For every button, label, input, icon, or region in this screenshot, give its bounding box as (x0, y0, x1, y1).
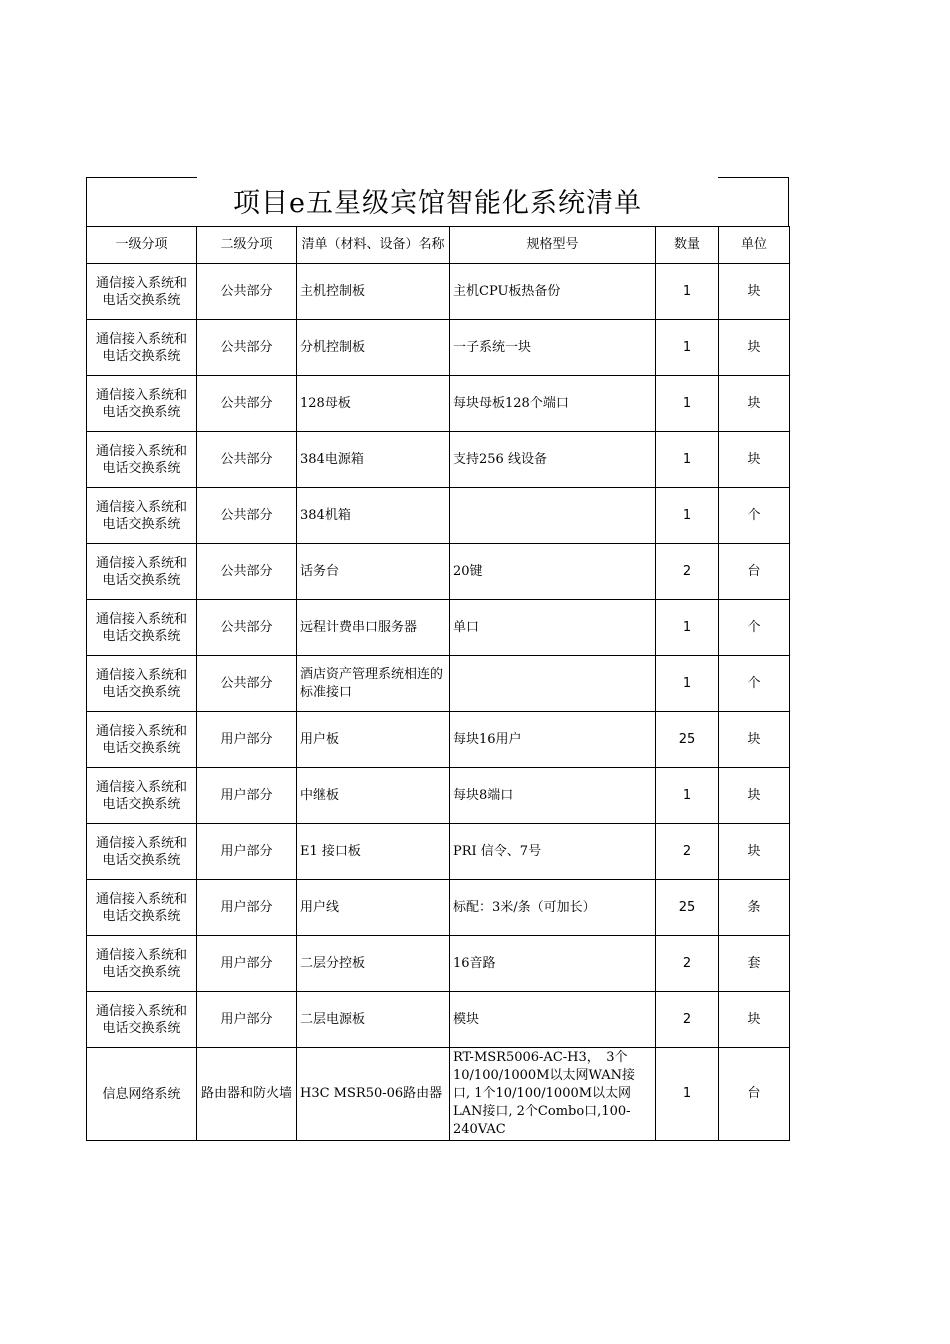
cell-level2: 公共部分 (197, 432, 297, 488)
cell-level2: 用户部分 (197, 936, 297, 992)
cell-unit: 台 (719, 1048, 790, 1141)
table-row (87, 1048, 790, 1141)
cell-name: 用户板 (297, 712, 450, 768)
cell-level2: 公共部分 (197, 488, 297, 544)
header-level2: 二级分项 (197, 227, 297, 264)
cell-level1: 通信接入系统和电话交换系统 (87, 936, 197, 992)
cell-level1: 通信接入系统和电话交换系统 (87, 432, 197, 488)
table-row (87, 880, 790, 936)
table-body (87, 227, 790, 1141)
cell-level1: 信息网络系统 (87, 1048, 197, 1141)
table-row (87, 992, 790, 1048)
cell-level1: 通信接入系统和电话交换系统 (87, 992, 197, 1048)
cell-level2: 公共部分 (197, 544, 297, 600)
cell-level1: 通信接入系统和电话交换系统 (87, 320, 197, 376)
cell-unit: 块 (719, 992, 790, 1048)
cell-spec: 每块母板128个端口 (450, 376, 656, 432)
table-row (87, 544, 790, 600)
cell-unit: 套 (719, 936, 790, 992)
cell-spec: RT-MSR5006-AC-H3， 3个10/100/1000M以太网WAN接口, 1个10/100/1000M以太网LAN接口, 2个Combo口,100-240VAC (450, 1048, 656, 1141)
cell-qty: 2 (656, 544, 719, 600)
table-row (87, 376, 790, 432)
cell-qty: 25 (656, 712, 719, 768)
cell-qty: 1 (656, 488, 719, 544)
cell-level1: 通信接入系统和电话交换系统 (87, 880, 197, 936)
cell-unit: 个 (719, 656, 790, 712)
table-row (87, 656, 790, 712)
cell-name: 酒店资产管理系统相连的标准接口 (297, 656, 450, 712)
table-row (87, 600, 790, 656)
cell-spec (450, 656, 656, 712)
table-row (87, 824, 790, 880)
cell-spec: 每块8端口 (450, 768, 656, 824)
cell-qty: 1 (656, 376, 719, 432)
cell-name: 128母板 (297, 376, 450, 432)
cell-level1: 通信接入系统和电话交换系统 (87, 600, 197, 656)
header-name: 清单（材料、设备）名称 (297, 227, 450, 264)
page-title: 项目e五星级宾馆智能化系统清单 (233, 188, 642, 219)
cell-unit: 块 (719, 264, 790, 320)
cell-level2: 用户部分 (197, 880, 297, 936)
cell-unit: 块 (719, 824, 790, 880)
cell-level2: 公共部分 (197, 264, 297, 320)
header-qty: 数量 (656, 227, 719, 264)
cell-qty: 1 (656, 432, 719, 488)
cell-spec: 一子系统一块 (450, 320, 656, 376)
cell-unit: 块 (719, 432, 790, 488)
cell-level1: 通信接入系统和电话交换系统 (87, 544, 197, 600)
cell-level1: 通信接入系统和电话交换系统 (87, 768, 197, 824)
cell-qty: 1 (656, 656, 719, 712)
table-row (87, 320, 790, 376)
cell-qty: 2 (656, 824, 719, 880)
cell-level1: 通信接入系统和电话交换系统 (87, 264, 197, 320)
table-row (87, 432, 790, 488)
cell-level1: 通信接入系统和电话交换系统 (87, 656, 197, 712)
cell-spec: 16音路 (450, 936, 656, 992)
cell-unit: 个 (719, 600, 790, 656)
cell-spec: 单口 (450, 600, 656, 656)
cell-spec: 支持256 线设备 (450, 432, 656, 488)
cell-level2: 用户部分 (197, 824, 297, 880)
cell-unit: 块 (719, 768, 790, 824)
cell-spec: 主机CPU板热备份 (450, 264, 656, 320)
cell-level2: 用户部分 (197, 768, 297, 824)
cell-level1: 通信接入系统和电话交换系统 (87, 712, 197, 768)
cell-level2: 公共部分 (197, 600, 297, 656)
cell-qty: 25 (656, 880, 719, 936)
table-row (87, 768, 790, 824)
cell-name: 用户线 (297, 880, 450, 936)
inventory-table (86, 226, 790, 1141)
table-row (87, 712, 790, 768)
title-row (86, 177, 789, 226)
cell-name: 远程计费串口服务器 (297, 600, 450, 656)
cell-level1: 通信接入系统和电话交换系统 (87, 488, 197, 544)
cell-qty: 1 (656, 600, 719, 656)
cell-name: 384机箱 (297, 488, 450, 544)
cell-level2: 用户部分 (197, 992, 297, 1048)
cell-spec: 每块16用户 (450, 712, 656, 768)
table-row (87, 936, 790, 992)
cell-name: H3C MSR50-06路由器 (297, 1048, 450, 1141)
cell-qty: 1 (656, 264, 719, 320)
cell-level2: 公共部分 (197, 320, 297, 376)
inventory-sheet (86, 177, 789, 1141)
cell-level2: 公共部分 (197, 376, 297, 432)
cell-qty: 1 (656, 768, 719, 824)
cell-qty: 1 (656, 1048, 719, 1141)
cell-level1: 通信接入系统和电话交换系统 (87, 824, 197, 880)
header-level1: 一级分项 (87, 227, 197, 264)
cell-unit: 块 (719, 376, 790, 432)
cell-unit: 块 (719, 320, 790, 376)
cell-spec: 标配：3米/条（可加长） (450, 880, 656, 936)
cell-name: 中继板 (297, 768, 450, 824)
cell-name: 主机控制板 (297, 264, 450, 320)
cell-spec: PRI 信令、7号 (450, 824, 656, 880)
cell-unit: 个 (719, 488, 790, 544)
header-spec: 规格型号 (450, 227, 656, 264)
cell-level2: 路由器和防火墙 (197, 1048, 297, 1141)
cell-name: 二层分控板 (297, 936, 450, 992)
cell-name: 384电源箱 (297, 432, 450, 488)
cell-name: E1 接口板 (297, 824, 450, 880)
cell-spec: 模块 (450, 992, 656, 1048)
cell-spec (450, 488, 656, 544)
cell-qty: 2 (656, 936, 719, 992)
cell-qty: 1 (656, 320, 719, 376)
header-unit: 单位 (719, 227, 790, 264)
table-row (87, 264, 790, 320)
cell-level2: 用户部分 (197, 712, 297, 768)
table-row (87, 488, 790, 544)
cell-spec: 20键 (450, 544, 656, 600)
cell-level2: 公共部分 (197, 656, 297, 712)
cell-unit: 台 (719, 544, 790, 600)
cell-qty: 2 (656, 992, 719, 1048)
header-row (87, 227, 790, 264)
title-border-right (718, 177, 788, 178)
cell-name: 话务台 (297, 544, 450, 600)
cell-unit: 块 (719, 712, 790, 768)
title-border-left (87, 177, 197, 178)
cell-name: 分机控制板 (297, 320, 450, 376)
cell-level1: 通信接入系统和电话交换系统 (87, 376, 197, 432)
cell-unit: 条 (719, 880, 790, 936)
cell-name: 二层电源板 (297, 992, 450, 1048)
